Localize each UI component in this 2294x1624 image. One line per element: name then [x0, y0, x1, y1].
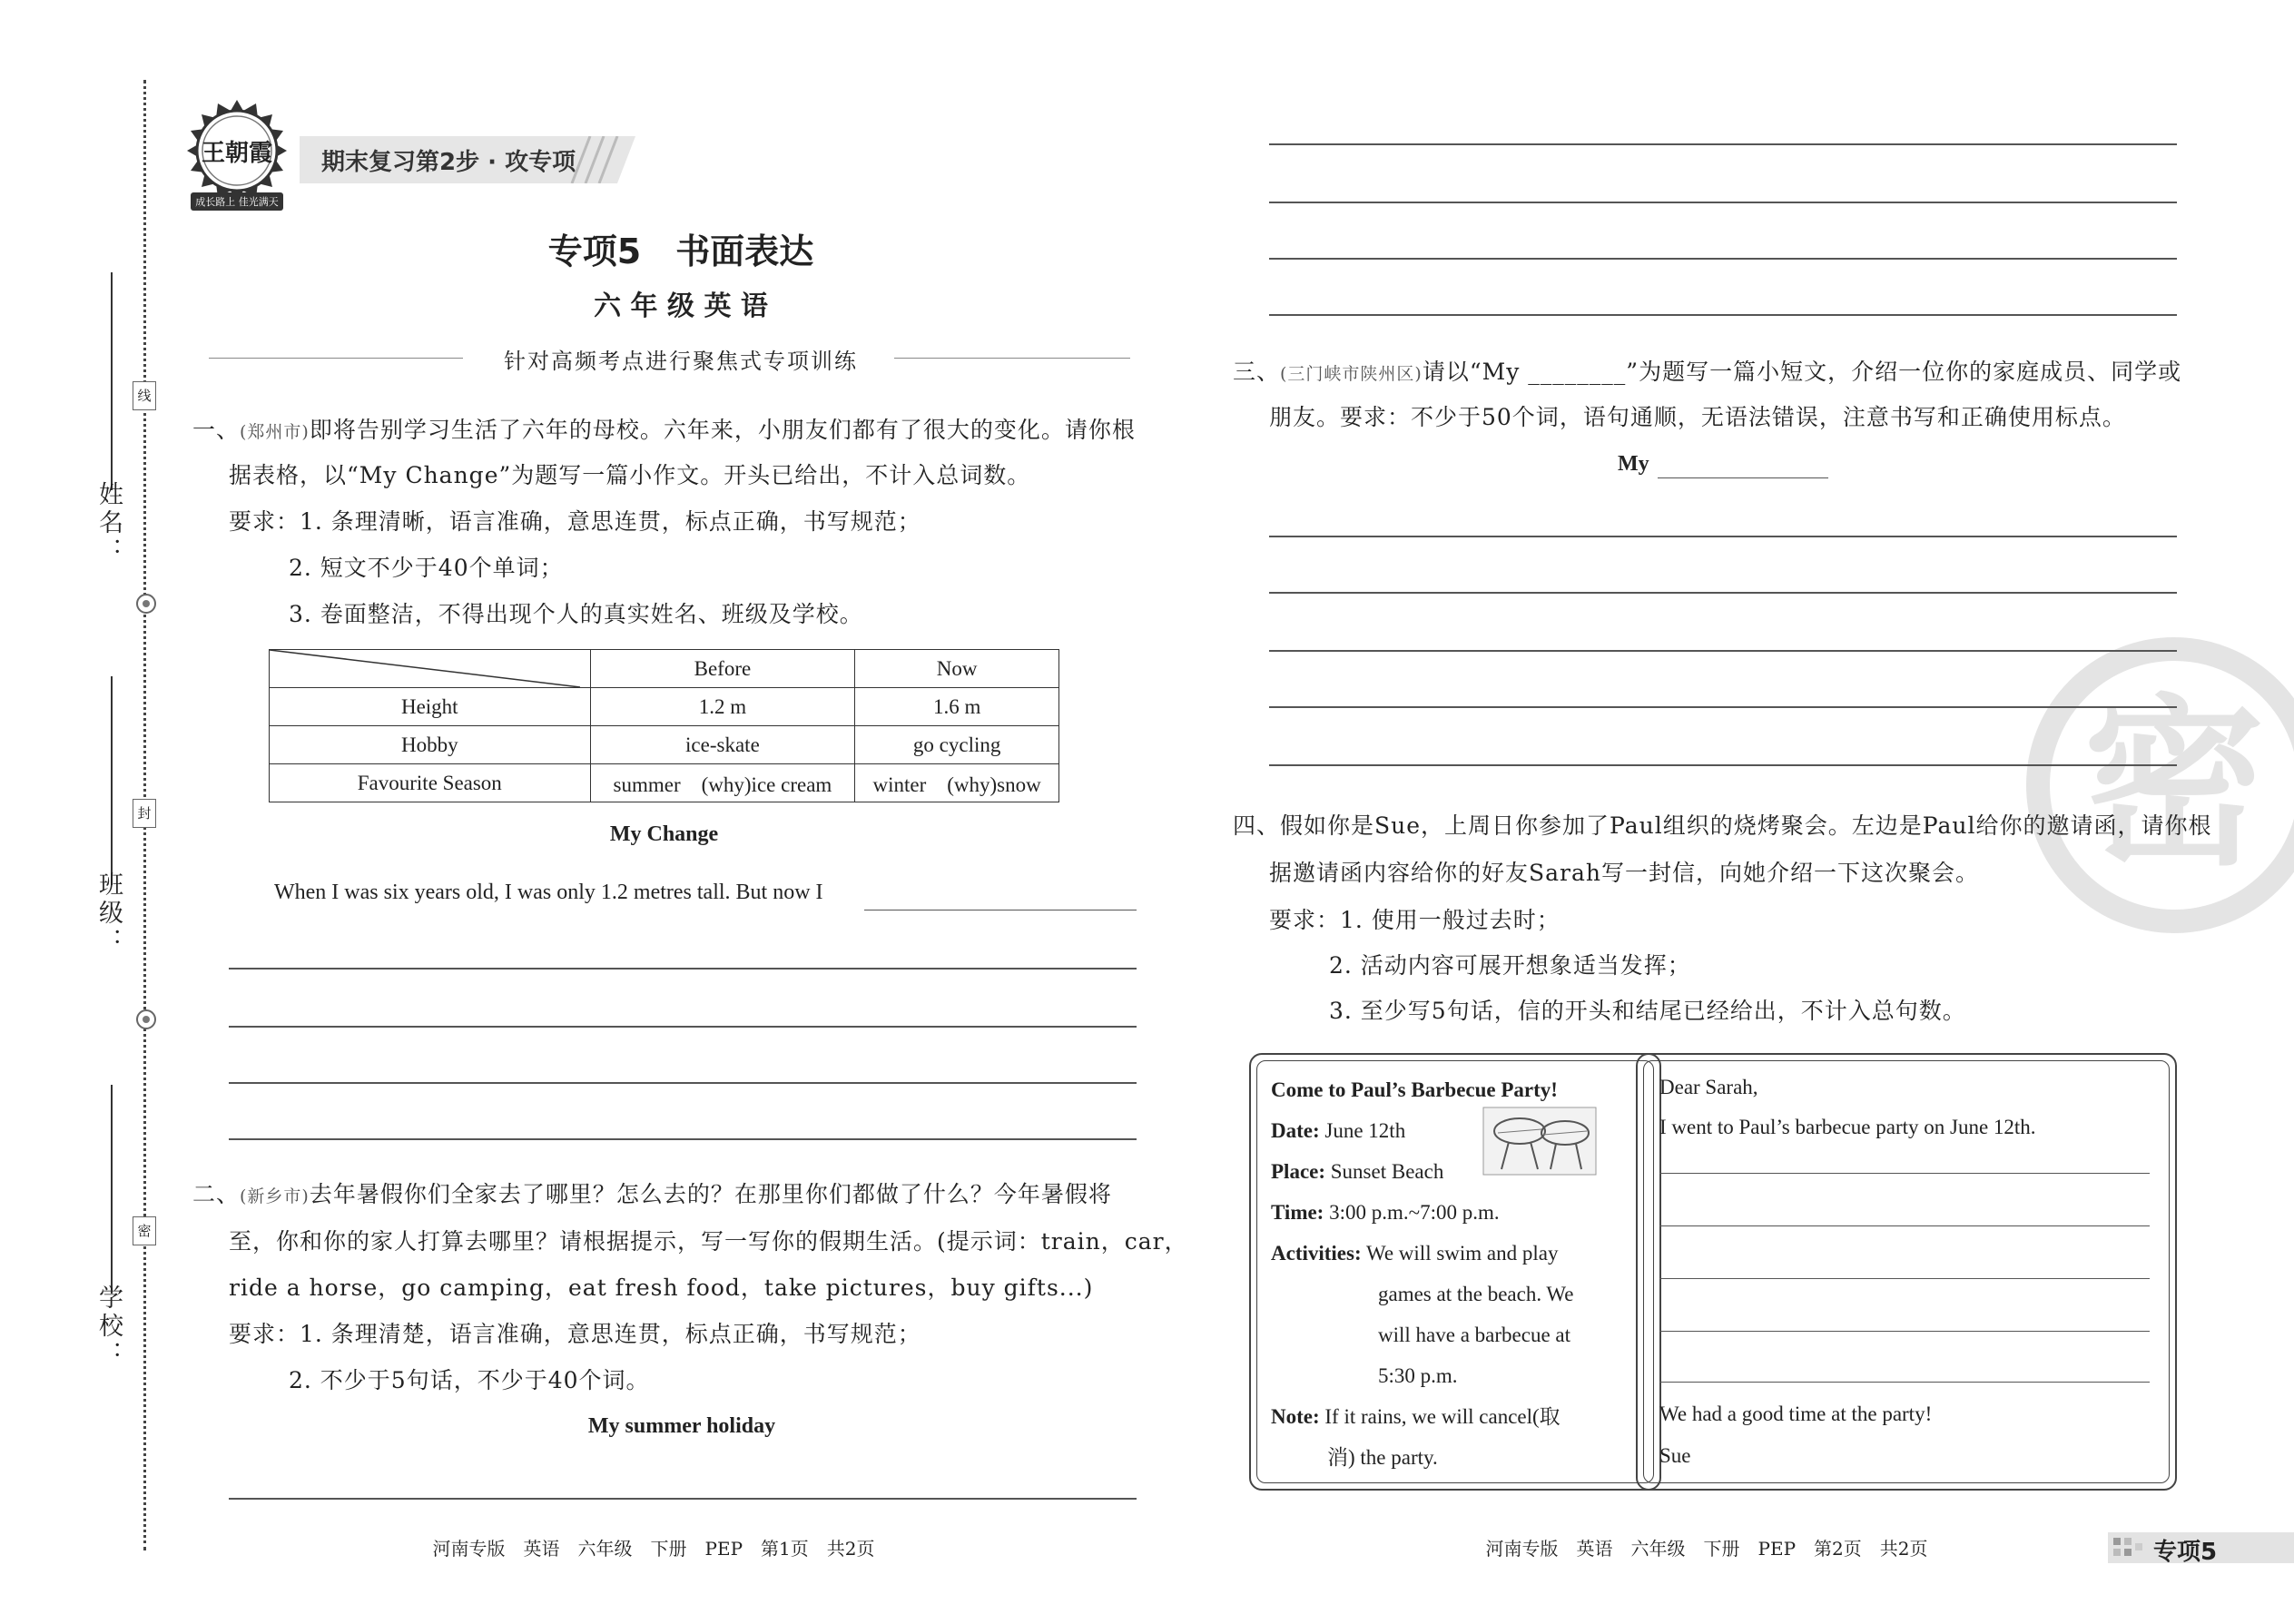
- q3-text-1: 请以“My ________”为题写一篇小短文，介绍一位你的家庭成员、同学或: [1422, 359, 2182, 385]
- footer-left: 河南专版 英语 六年级 下册 PEP 第1页 共2页: [432, 1538, 875, 1560]
- barbecue-grill-image: [1482, 1106, 1598, 1176]
- q2-source: (新乡市): [240, 1186, 310, 1206]
- time-label: Time:: [1271, 1201, 1324, 1224]
- q1-source: (郑州市): [240, 422, 310, 442]
- section-banner: [300, 136, 635, 183]
- q2-writing-line: [1269, 258, 2177, 260]
- invitation-activities: [1271, 1233, 1652, 1274]
- q3-prompt-line2: 朋友。要求：不少于50个词，语句通顺，无语法错误，注意书写和正确使用标点。: [1269, 404, 2126, 430]
- q3-number: 三、: [1233, 359, 1281, 385]
- invitation-note: [1271, 1396, 1652, 1437]
- q2-number: 二、: [192, 1181, 241, 1207]
- seal-mark-2: 封: [133, 799, 156, 828]
- q2-writing-line: [229, 1498, 1137, 1500]
- banner-text: 期末复习第2步 · 攻专项: [321, 149, 576, 176]
- tagline-rule-right: [894, 358, 1130, 359]
- q3-writing-line: [1269, 706, 2177, 708]
- q1-number: 一、: [192, 417, 241, 443]
- table-cell: summer (why)ice cream: [590, 764, 855, 802]
- table-cell: Favourite Season: [270, 764, 591, 802]
- table-cell: Hobby: [270, 726, 591, 764]
- seal-mark-3: 密: [133, 1216, 156, 1245]
- q4-requirement-3: 3. 至少写5句话，信的开头和结尾已经给出，不计入总句数。: [1329, 998, 1966, 1024]
- q3-writing-line: [1269, 650, 2177, 652]
- table-diagonal-cell: [270, 650, 591, 688]
- activities-line: games at the beach. We: [1378, 1283, 1574, 1305]
- q3-source: (三门峡市陕州区): [1280, 364, 1423, 384]
- place-label: Place:: [1271, 1160, 1326, 1183]
- date-label: Date:: [1271, 1119, 1320, 1142]
- barbecue-grill-icon: [1482, 1106, 1598, 1176]
- seal-mark-1: 线: [133, 381, 156, 410]
- name-write-line: [111, 272, 113, 490]
- q2-writing-line: [1269, 314, 2177, 316]
- table-row: [270, 726, 1059, 764]
- q2-essay-title: My summer holiday: [587, 1414, 776, 1438]
- footer-tab: [2108, 1532, 2294, 1566]
- q1-prompt-line2: 据表格，以“My Change”为题写一篇小作文。开头已给出，不计入总词数。: [229, 462, 1031, 488]
- note-label: Note:: [1271, 1405, 1320, 1428]
- q2-requirement-2: 2. 不少于5句话，不少于40个词。: [289, 1367, 650, 1393]
- brand-logo: [178, 98, 296, 216]
- date-value: June 12th: [1324, 1119, 1406, 1142]
- letter-opening: I went to Paul’s barbecue party on June 12th.: [1659, 1116, 2036, 1138]
- table-cell: 1.2 m: [590, 688, 855, 726]
- q2-writing-line: [1269, 143, 2177, 145]
- invitation-title: Come to Paul’s Barbecue Party!: [1271, 1078, 1558, 1101]
- table-row: [270, 688, 1059, 726]
- activities-label: Activities:: [1271, 1242, 1362, 1265]
- q2-writing-line: [1269, 202, 2177, 203]
- page-title: 专项5 书面表达: [547, 231, 814, 271]
- q1-requirement-3: 3. 卷面整洁，不得出现个人的真实姓名、班级及学校。: [289, 601, 863, 627]
- class-write-line: [111, 676, 113, 885]
- footer-grid-icon: [2113, 1538, 2146, 1560]
- logo-slogan: 成长路上 佳光满天: [195, 196, 279, 208]
- q3-title-blank: [1658, 477, 1828, 478]
- table-cell: ice-skate: [590, 726, 855, 764]
- q3-essay-title: My: [1618, 452, 1649, 476]
- q4-requirement-1: 要求：1. 使用一般过去时；: [1269, 907, 1561, 933]
- footer-tab-label: 专项5: [2153, 1539, 2218, 1566]
- letter-greeting: Dear Sarah,: [1659, 1076, 1758, 1098]
- q1-writing-line: [229, 1138, 1137, 1140]
- activities-line: 5:30 p.m.: [1378, 1364, 1458, 1387]
- note-line: If it rains, we will cancel(取: [1324, 1405, 1561, 1428]
- q1-requirement-1: 要求：1. 条理清晰，语言准确，意思连贯，标点正确，书写规范；: [229, 508, 921, 535]
- school-write-line: [111, 1085, 113, 1294]
- binding-ring-1: [136, 594, 156, 614]
- q4-prompt-line1: [1233, 802, 2211, 850]
- letter-writing-line: [1659, 1382, 2150, 1383]
- activities-line: will have a barbecue at: [1378, 1324, 1570, 1346]
- q4-prompt-line2: 据邀请函内容给你的好友Sarah写一封信，向她介绍一下这次聚会。: [1269, 860, 1979, 886]
- q2-prompt-line3: ride a horse，go camping，eat fresh food，take pictures，buy gifts...): [229, 1275, 1094, 1301]
- page-subtitle: 六 年 级 英 语: [594, 290, 768, 322]
- q1-writing-line: [229, 1082, 1137, 1084]
- letter-writing-line: [1659, 1278, 2150, 1279]
- watermark-text: 密: [2082, 679, 2265, 891]
- q3-prompt-line1: [1233, 349, 2181, 398]
- time-value: 3:00 p.m.~7:00 p.m.: [1329, 1201, 1500, 1224]
- change-table: [269, 649, 1059, 802]
- q4-number: 四、: [1233, 812, 1281, 839]
- q4-requirement-2: 2. 活动内容可展开想象适当发挥；: [1329, 952, 1691, 979]
- table-header-cell: Now: [855, 650, 1059, 688]
- letter-writing-line: [1659, 1225, 2150, 1226]
- note-line: 消) the party.: [1327, 1446, 1438, 1469]
- q3-writing-line: [1269, 592, 2177, 594]
- letter-writing-line: [1659, 1331, 2150, 1332]
- diagonal-line-icon: [270, 650, 580, 687]
- binding-ring-2: [136, 1009, 156, 1029]
- q1-essay-opening: When I was six years old, I was only 1.2 metres tall. But now I: [274, 881, 823, 904]
- table-cell: winter (why)snow: [855, 764, 1059, 802]
- table-header-row: [270, 650, 1059, 688]
- q2-prompt-line1: [192, 1171, 1112, 1220]
- logo-text: 王朝霞: [202, 140, 273, 167]
- q4-text-1: 假如你是Sue，上周日你参加了Paul组织的烧烤聚会。左边是Paul给你的邀请函，请你根: [1280, 812, 2212, 839]
- tagline-rule-left: [209, 358, 463, 359]
- footer-right: 河南专版 英语 六年级 下册 PEP 第2页 共2页: [1485, 1538, 1928, 1560]
- table-cell: Height: [270, 688, 591, 726]
- tagline: 针对高频考点进行聚焦式专项训练: [504, 349, 858, 374]
- q1-text-1: 即将告别学习生活了六年的母校。六年来，小朋友们都有了很大的变化。请你根: [309, 417, 1136, 443]
- q1-requirement-2: 2. 短文不少于40个单词；: [289, 555, 564, 581]
- q2-text-1: 去年暑假你们全家去了哪里？怎么去的？在那里你们都做了什么？今年暑假将: [309, 1181, 1112, 1207]
- letter-writing-line: [1659, 1173, 2150, 1174]
- table-cell: 1.6 m: [855, 688, 1059, 726]
- letter-signature: Sue: [1659, 1444, 1691, 1467]
- q1-essay-title: My Change: [609, 822, 719, 846]
- name-label: 姓名：: [94, 481, 123, 566]
- q2-requirement-1: 要求：1. 条理清楚，语言准确，意思连贯，标点正确，书写规范；: [229, 1321, 921, 1347]
- letter-closing: We had a good time at the party!: [1659, 1403, 1933, 1425]
- table-header-cell: Before: [590, 650, 855, 688]
- q1-prompt-line1: [192, 407, 1136, 456]
- table-cell: go cycling: [855, 726, 1059, 764]
- activities-line: We will swim and play: [1365, 1242, 1559, 1265]
- q3-writing-line: [1269, 764, 2177, 766]
- q1-writing-line: [229, 1026, 1137, 1028]
- school-label: 学校：: [94, 1284, 123, 1369]
- q3-writing-line: [1269, 536, 2177, 537]
- watermark-seal: [2024, 635, 2294, 935]
- place-value: Sunset Beach: [1330, 1160, 1444, 1183]
- invitation-time: [1271, 1192, 1652, 1233]
- table-row: [270, 764, 1059, 802]
- q2-prompt-line2: 至，你和你的家人打算去哪里？请根据提示，写一写你的假期生活。(提示词：train，car，: [229, 1228, 1188, 1255]
- q1-writing-line: [229, 968, 1137, 969]
- class-label: 班级：: [94, 871, 123, 956]
